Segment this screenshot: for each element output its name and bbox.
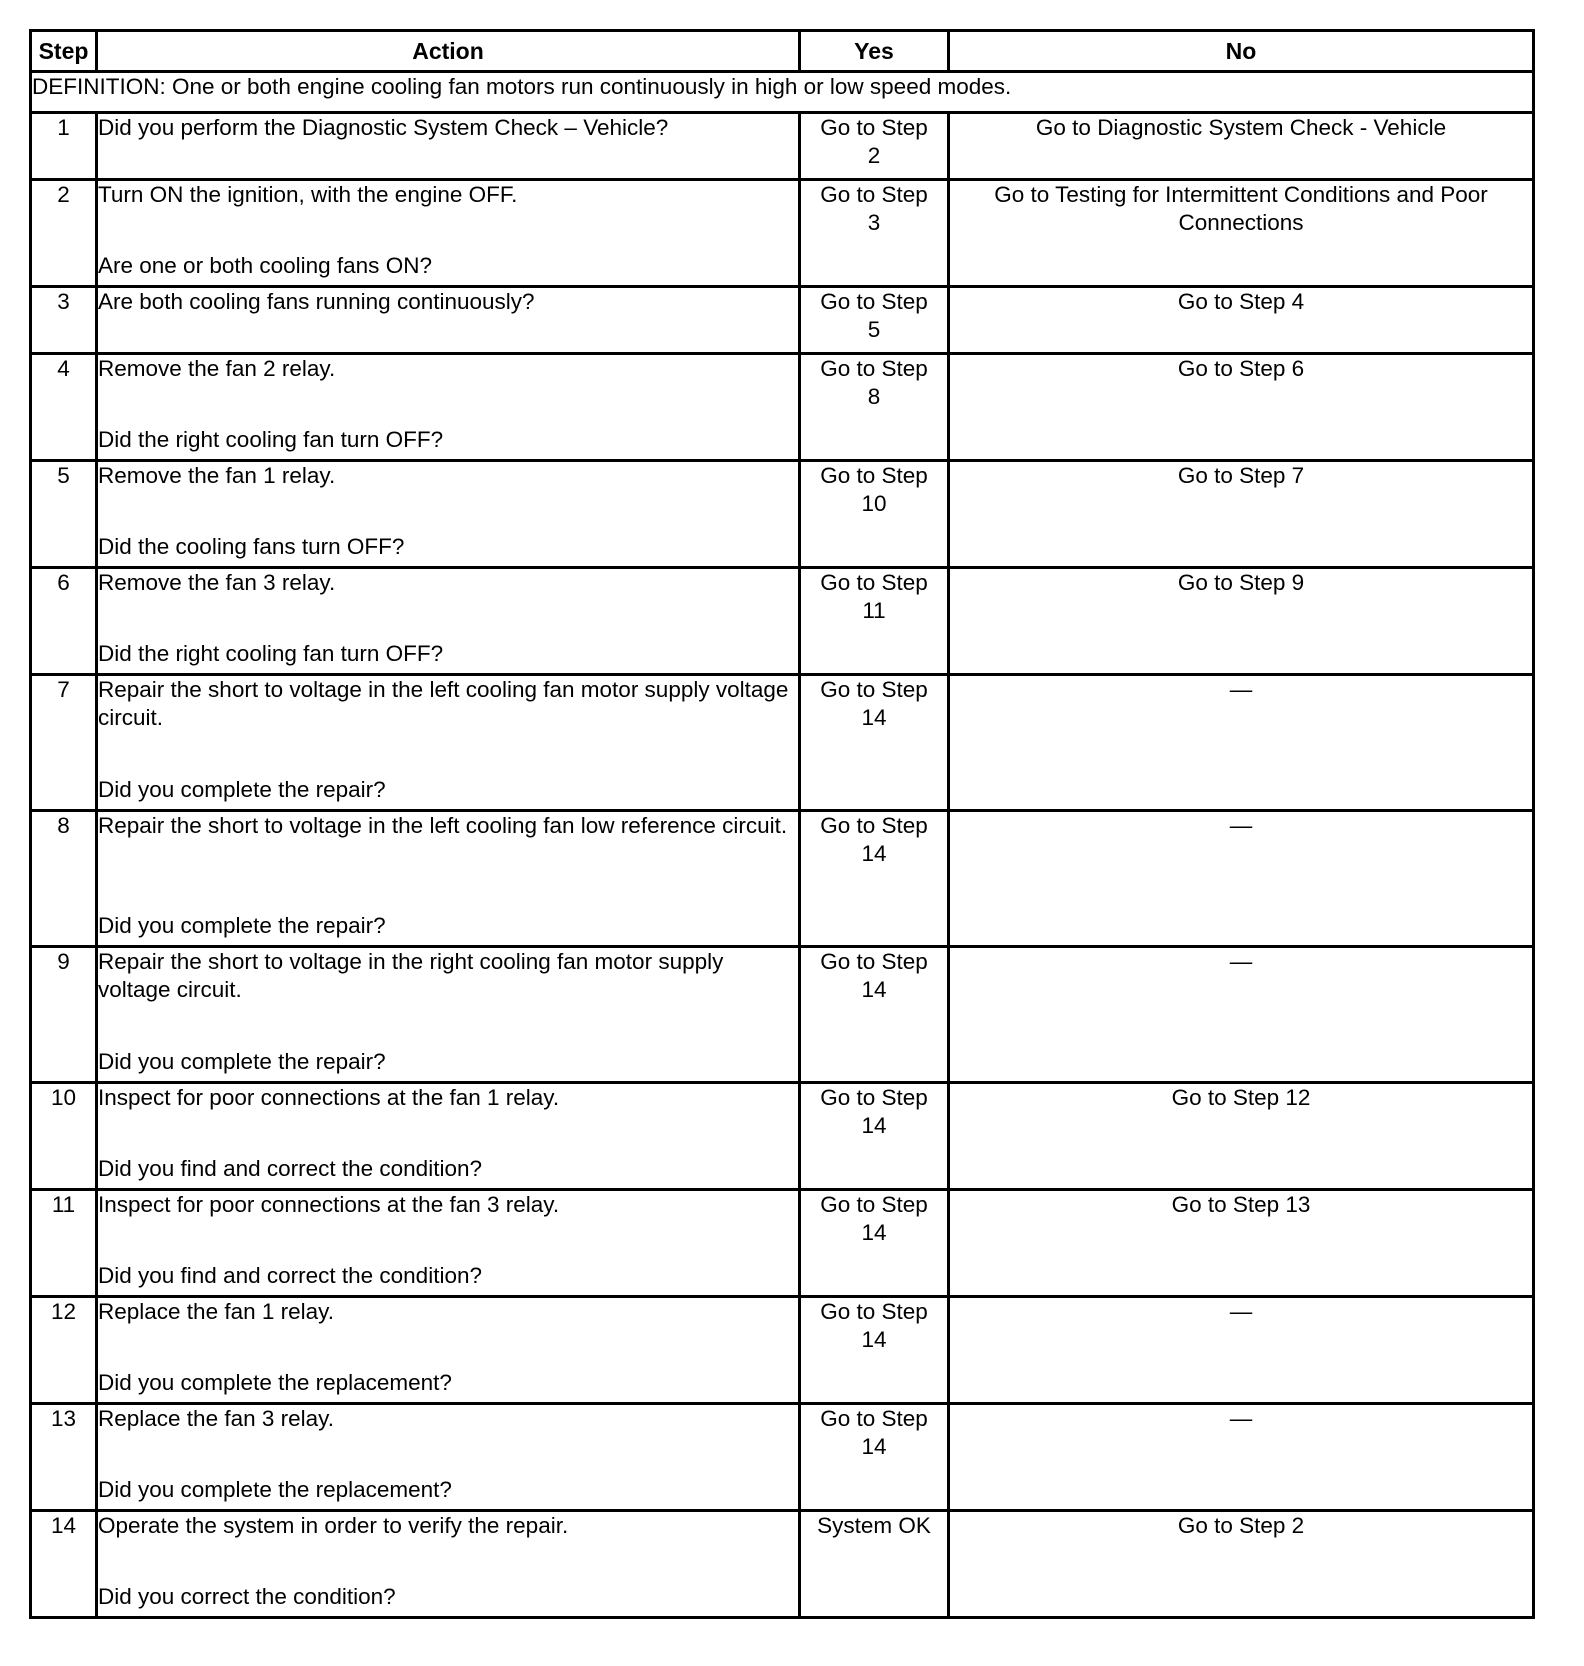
action-instruction: Turn ON the ignition, with the engine OFF. bbox=[98, 182, 518, 207]
yes-result: Go to Step 8 bbox=[800, 354, 949, 461]
no-result: Go to Step 9 bbox=[949, 568, 1534, 675]
header-no: No bbox=[949, 31, 1534, 72]
action-cell bbox=[97, 1511, 800, 1618]
action-question: Did you complete the repair? bbox=[98, 913, 386, 938]
action-cell bbox=[97, 180, 800, 287]
yes-result: Go to Step 14 bbox=[800, 947, 949, 1083]
step-number: 5 bbox=[31, 461, 97, 568]
no-result: — bbox=[949, 1404, 1534, 1511]
step-number: 8 bbox=[31, 811, 97, 947]
table-row bbox=[31, 354, 1534, 461]
definition-row bbox=[31, 72, 1534, 113]
step-number: 6 bbox=[31, 568, 97, 675]
action-cell bbox=[97, 354, 800, 461]
step-number: 14 bbox=[31, 1511, 97, 1618]
header-row bbox=[31, 31, 1534, 72]
action-instruction: Repair the short to voltage in the left cooling fan low reference circuit. bbox=[98, 813, 788, 838]
action-instruction: Remove the fan 2 relay. bbox=[98, 356, 336, 381]
table-row bbox=[31, 287, 1534, 354]
action-cell bbox=[97, 811, 800, 947]
no-result: Go to Diagnostic System Check - Vehicle bbox=[949, 113, 1534, 180]
table-row bbox=[31, 1297, 1534, 1404]
action-question: Did you correct the condition? bbox=[98, 1584, 396, 1609]
yes-result: Go to Step 14 bbox=[800, 1190, 949, 1297]
step-number: 10 bbox=[31, 1083, 97, 1190]
no-result: — bbox=[949, 1297, 1534, 1404]
action-cell bbox=[97, 568, 800, 675]
yes-result: Go to Step 14 bbox=[800, 675, 949, 811]
no-result: Go to Step 12 bbox=[949, 1083, 1534, 1190]
step-number: 2 bbox=[31, 180, 97, 287]
yes-result: Go to Step 5 bbox=[800, 287, 949, 354]
yes-result: Go to Step 14 bbox=[800, 1404, 949, 1511]
action-instruction: Remove the fan 1 relay. bbox=[98, 463, 336, 488]
table-row bbox=[31, 113, 1534, 180]
action-instruction: Repair the short to voltage in the right cooling fan motor supply voltage circuit. bbox=[98, 949, 724, 1002]
table-row bbox=[31, 180, 1534, 287]
yes-result: Go to Step 3 bbox=[800, 180, 949, 287]
definition-text: DEFINITION: One or both engine cooling fan motors run continuously in high or low speed modes. bbox=[31, 72, 1534, 113]
table-row bbox=[31, 568, 1534, 675]
step-number: 9 bbox=[31, 947, 97, 1083]
diagnostic-table bbox=[29, 29, 1535, 1619]
table-row bbox=[31, 811, 1534, 947]
no-result: Go to Testing for Intermittent Conditions and Poor Connections bbox=[949, 180, 1534, 287]
action-cell bbox=[97, 1404, 800, 1511]
action-question: Did you find and correct the condition? bbox=[98, 1156, 482, 1181]
yes-result: Go to Step 14 bbox=[800, 1297, 949, 1404]
action-question: Did the cooling fans turn OFF? bbox=[98, 534, 405, 559]
table-row bbox=[31, 1511, 1534, 1618]
action-cell bbox=[97, 287, 800, 354]
action-question: Did the right cooling fan turn OFF? bbox=[98, 427, 444, 452]
action-instruction: Inspect for poor connections at the fan 3 relay. bbox=[98, 1192, 560, 1217]
action-cell bbox=[97, 1083, 800, 1190]
action-instruction: Operate the system in order to verify the repair. bbox=[98, 1513, 569, 1538]
action-question: Did you complete the repair? bbox=[98, 1049, 386, 1074]
yes-result: Go to Step 2 bbox=[800, 113, 949, 180]
action-cell bbox=[97, 947, 800, 1083]
step-number: 3 bbox=[31, 287, 97, 354]
table-row bbox=[31, 1190, 1534, 1297]
no-result: Go to Step 6 bbox=[949, 354, 1534, 461]
action-question: Are one or both cooling fans ON? bbox=[98, 253, 432, 278]
action-instruction: Inspect for poor connections at the fan 1 relay. bbox=[98, 1085, 560, 1110]
no-result: Go to Step 4 bbox=[949, 287, 1534, 354]
action-question: Did you complete the replacement? bbox=[98, 1477, 452, 1502]
action-cell bbox=[97, 675, 800, 811]
table-row bbox=[31, 947, 1534, 1083]
action-instruction: Are both cooling fans running continuously? bbox=[98, 289, 535, 314]
action-question: Did you find and correct the condition? bbox=[98, 1263, 482, 1288]
yes-result: Go to Step 14 bbox=[800, 1083, 949, 1190]
step-number: 11 bbox=[31, 1190, 97, 1297]
yes-result: Go to Step 14 bbox=[800, 811, 949, 947]
table-row bbox=[31, 1083, 1534, 1190]
action-instruction: Remove the fan 3 relay. bbox=[98, 570, 336, 595]
action-cell bbox=[97, 461, 800, 568]
header-yes: Yes bbox=[800, 31, 949, 72]
step-number: 13 bbox=[31, 1404, 97, 1511]
action-cell bbox=[97, 1190, 800, 1297]
table-row bbox=[31, 1404, 1534, 1511]
no-result: Go to Step 13 bbox=[949, 1190, 1534, 1297]
header-step: Step bbox=[31, 31, 97, 72]
action-instruction: Did you perform the Diagnostic System Check – Vehicle? bbox=[98, 115, 669, 140]
yes-result: Go to Step 10 bbox=[800, 461, 949, 568]
no-result: — bbox=[949, 947, 1534, 1083]
table-row bbox=[31, 675, 1534, 811]
no-result: — bbox=[949, 811, 1534, 947]
step-number: 7 bbox=[31, 675, 97, 811]
action-question: Did you complete the replacement? bbox=[98, 1370, 452, 1395]
action-question: Did you complete the repair? bbox=[98, 777, 386, 802]
yes-result: System OK bbox=[800, 1511, 949, 1618]
action-instruction: Replace the fan 3 relay. bbox=[98, 1406, 334, 1431]
action-instruction: Repair the short to voltage in the left cooling fan motor supply voltage circuit. bbox=[98, 677, 789, 730]
no-result: — bbox=[949, 675, 1534, 811]
yes-result: Go to Step 11 bbox=[800, 568, 949, 675]
action-cell bbox=[97, 113, 800, 180]
action-cell bbox=[97, 1297, 800, 1404]
header-action: Action bbox=[97, 31, 800, 72]
step-number: 1 bbox=[31, 113, 97, 180]
no-result: Go to Step 2 bbox=[949, 1511, 1534, 1618]
step-number: 4 bbox=[31, 354, 97, 461]
action-instruction: Replace the fan 1 relay. bbox=[98, 1299, 334, 1324]
step-number: 12 bbox=[31, 1297, 97, 1404]
no-result: Go to Step 7 bbox=[949, 461, 1534, 568]
table-row bbox=[31, 461, 1534, 568]
action-question: Did the right cooling fan turn OFF? bbox=[98, 641, 444, 666]
